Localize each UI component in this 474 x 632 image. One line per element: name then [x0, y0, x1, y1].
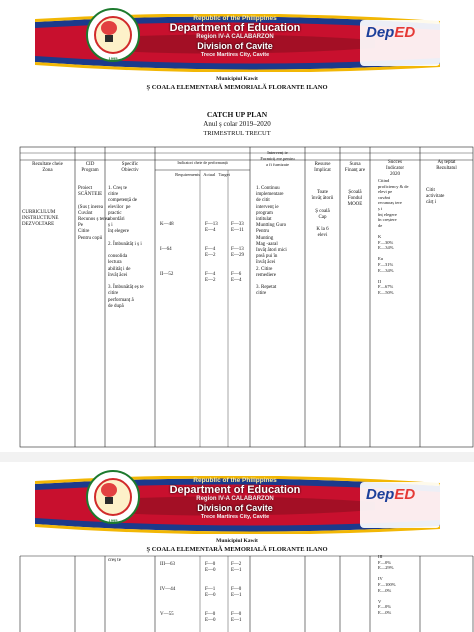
cell-success-cont: III F—0% E—29% IV F—100% E—0% V F—0% E—0% [378, 554, 396, 615]
school-name: Ș COALA ELEMENTARĂ MEMORIALĂ FLORANTE ILANO [146, 546, 328, 553]
cell-program: Proiect SCÂNTEIE (Sus ț inerea Cuvânt Recunos ș terea Pe Citire Pentru copii [78, 186, 110, 241]
school-name: Ș COALA ELEMENTARĂ MEMORIALĂ FLORANTE ILANO [146, 84, 328, 91]
department-text: Department of Education [169, 22, 301, 34]
cell-resources: Toate învăț ătorii Ș coală Cap K la 6 elevi [311, 190, 334, 239]
school-seal-icon: 1995 [86, 470, 140, 524]
cell-zone: CURRICULUM INSTRUCTIUNE DEZVOLTARE [22, 210, 59, 228]
cell-target: F—33 E—11 F—13 E—29 F—6 E—4 [231, 222, 245, 283]
region-text: Region IV-A CALABARZON [196, 496, 274, 502]
cell-requirements: K—48 I—64 II—52 [160, 222, 174, 277]
header-indicators: Indicatori cheie de performanță [177, 160, 228, 165]
cell-success: Citind proficiency & de elevi pe cuvânt recunoaș tere ș i înț elegere în creștere de K F—30% E—34% Eu F—31% E—34% II F—67% E—50% [378, 178, 409, 295]
cell-objective: 1. Creș te citire competență de elevilor pe practic abordări ș i înț elegere 2. Îmbunătăț i ș i consolida lectura abilităț i de învăț ăcei 3. Îmbunătăț eș te citire performanț ă de după [108, 186, 144, 309]
page-title: CATCH UP PLAN [206, 110, 268, 119]
header-source: Sursa Finanț are [344, 162, 366, 174]
header-indicators-sub: Requirements Actual Target [175, 172, 230, 177]
school-seal-icon: 1995 [86, 8, 140, 62]
address-text: Trece Martires City, Cavite [200, 52, 270, 58]
deped-logo-icon: DepED [366, 24, 416, 41]
term-label: TRIMESTRUL TRECUT [203, 130, 271, 137]
deped-logo-icon: DepED [366, 486, 416, 503]
header-intervention: Intervenț ie Formiriț ere pentru a fi furnizate [260, 150, 295, 168]
cell-target-cont: F—2 E—1 F—0 E—1 F—0 E—1 [231, 562, 242, 623]
cell-requirements-cont: III—63 IV—44 V—55 [160, 562, 176, 617]
header-zone: Rezultate cheie Zona [32, 162, 63, 174]
municipality: Municipiul Kawit [216, 538, 258, 544]
header-success: Succes Indicator 2020 [385, 160, 405, 178]
republic-text: Republic of the Philippines [193, 15, 277, 22]
header-objective: Specific Obiectiv [121, 162, 139, 174]
cell-source: Școală Fondul MOOE [347, 190, 363, 208]
region-text: Region IV-A CALABARZON [196, 34, 274, 40]
document-page-2 [0, 462, 474, 632]
cell-actual: F—13 E—4 F—4 E—2 F—4 E—2 [205, 222, 218, 283]
header-next: Aș teptat Rezultatul [436, 160, 457, 172]
division-text: Division of Cavite [197, 41, 273, 51]
address-text: Trece Martires City, Cavite [200, 514, 270, 520]
republic-text: Republic of the Philippines [193, 477, 277, 484]
school-year: Anul ș colar 2019–2020 [203, 120, 271, 128]
header-resources: Resurse Implicat [314, 162, 331, 174]
municipality: Municipiul Kawit [216, 76, 258, 82]
cell-intervention: 1. Continuu implementare de citit intervenț ie program intitulat Muntting Guro Pentru Munting Mag -aaral Invăț ători mici preă pui în învăț ăcei 2. Citire remediere 3. Repetat citire [256, 186, 287, 297]
department-text: Department of Education [169, 484, 301, 496]
division-text: Division of Cavite [197, 503, 273, 513]
cell-actual-cont: F—0 E—0 F—1 E—0 F—0 E—0 [205, 562, 216, 623]
cell-objective-cont: creș te [108, 558, 121, 563]
header-program: CID Program [81, 162, 99, 174]
cell-next: Citit activitate cărț i [426, 188, 445, 206]
